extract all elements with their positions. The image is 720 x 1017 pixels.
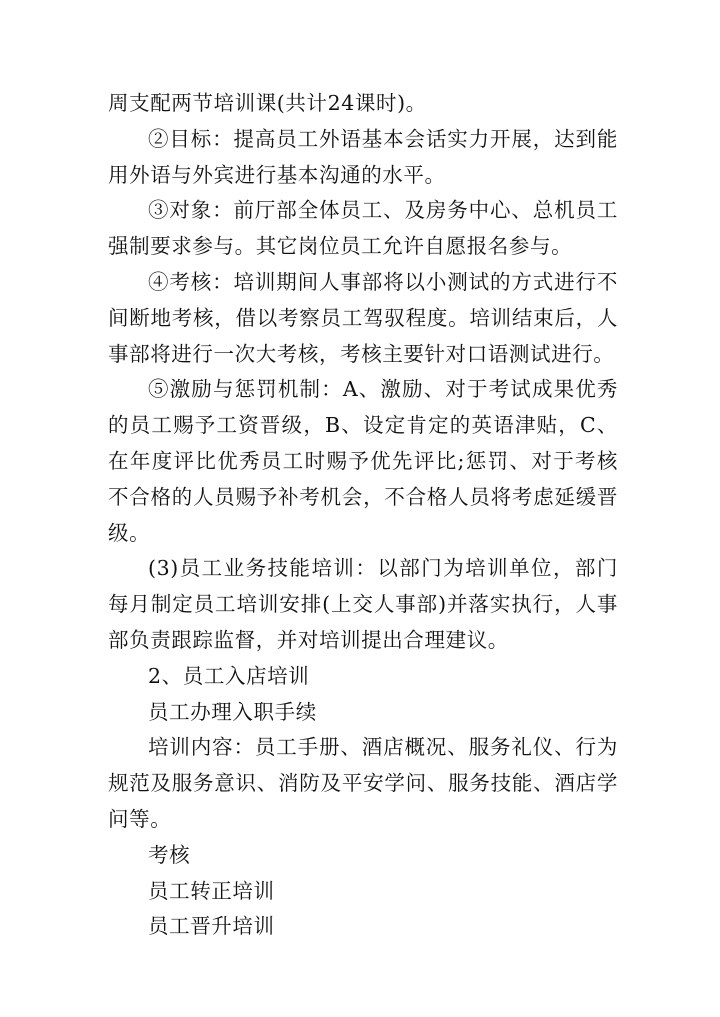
paragraph-onboarding-procedure: 员工办理入职手续 (148, 699, 317, 724)
paragraph-assessment: ④考核：培训期间人事部将以小测试的方式进行不间断地考核，借以考察员工驾驭程度。培训结束后，人事部将进行一次大考核，考核主要针对口语测试进行。 (108, 269, 618, 366)
paragraph-skill-training: (3)员工业务技能培训：以部门为培训单位，部门每月制定员工培训安排(上交人事部)并落实执行，人事部负责跟踪监督，并对培训提出合理建议。 (108, 556, 618, 652)
heading-onboarding-training: 2、员工入店培训 (148, 663, 310, 688)
paragraph-promotion-training: 员工晋升培训 (148, 914, 275, 939)
paragraph-goal: ②目标：提高员工外语基本会话实力开展，达到能用外语与外宾进行基本沟通的水平。 (108, 126, 618, 187)
paragraph-assessment-short: 考核 (148, 842, 191, 867)
paragraph-target-audience: ③对象：前厅部全体员工、及房务中心、总机员工强制要求参与。其它岗位员工允许自愿报名参与。 (108, 198, 618, 259)
paragraph-incentive-penalty: ⑤激励与惩罚机制：A、激励、对于考试成果优秀的员工赐予工资晋级，B、设定肯定的英语津贴，C、在年度评比优秀员工时赐予优先评比;惩罚、对于考核不合格的人员赐予补考机会，不合格人员将考虑延缓晋级。 (108, 377, 618, 545)
paragraph-regularization-training: 员工转正培训 (148, 878, 275, 903)
document-body (108, 86, 618, 945)
paragraph-training-content: 培训内容：员工手册、酒店概况、服务礼仪、行为规范及服务意识、消防及平安学问、服务技能、酒店学问等。 (108, 735, 618, 831)
paragraph-schedule-continuation: 周支配两节培训课(共计24课时)。 (108, 91, 427, 115)
